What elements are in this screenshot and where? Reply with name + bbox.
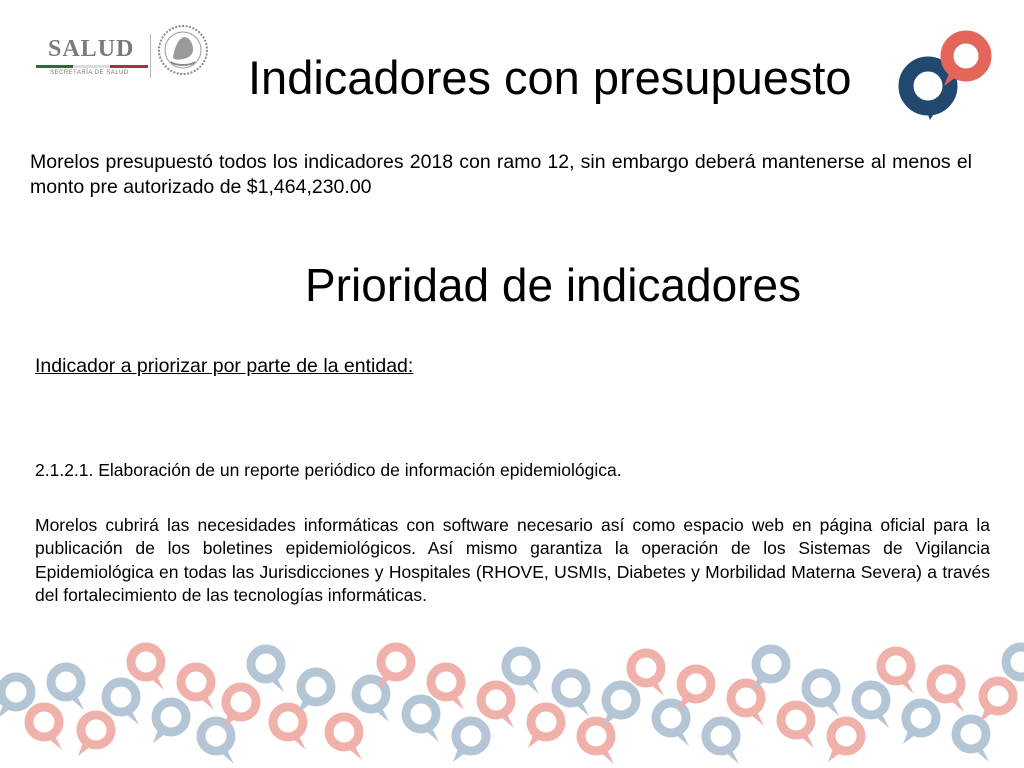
bubble-pattern-icon	[920, 660, 976, 716]
coat-of-arms-seal-icon	[156, 22, 210, 78]
priority-indicator-label: Indicador a priorizar por parte de la entidad:	[35, 355, 414, 377]
bubble-pattern-icon	[240, 640, 296, 696]
bubble-pattern-icon	[745, 640, 801, 696]
speech-bubble-circles-logo-icon	[896, 28, 996, 124]
salud-logo-subtitle: SECRETARÍA DE SALUD	[50, 70, 129, 76]
section-heading: Prioridad de indicadores	[305, 259, 802, 311]
indicator-item: 2.1.2.1. Elaboración de un reporte periódico de información epidemiológica.	[35, 460, 622, 480]
logo-divider	[150, 34, 151, 78]
bubble-pattern-icon	[995, 638, 1024, 694]
bubble-pattern-icon	[620, 644, 676, 700]
decorative-bubble-pattern	[0, 628, 1024, 768]
salud-logo	[28, 22, 218, 82]
bubble-pattern-icon	[870, 642, 926, 698]
bubble-pattern-icon	[370, 638, 426, 694]
bubble-pattern-icon	[420, 658, 476, 714]
bubble-pattern-icon	[670, 660, 726, 716]
flag-stripe	[36, 65, 148, 68]
budget-paragraph: Morelos presupuestó todos los indicadores 2018 con ramo 12, sin embargo deberá mantenerse al menos el monto pre autorizado de $1,464,230.00	[30, 151, 972, 199]
bubble-pattern-icon	[120, 638, 176, 694]
page-title: Indicadores con presupuesto	[248, 51, 852, 104]
salud-logo-word: SALUD	[48, 36, 135, 62]
bubble-pattern-icon	[495, 642, 551, 698]
body-paragraph: Morelos cubrirá las necesidades informáticas con software necesario así como espacio web en página oficial para la publicación de los boletines epidemiológicos. Así mismo garantiza la operación de los Sistemas de Vigilancia Epidemiológica en todas las Jurisdicciones y Hospitales (RHOVE, USMIs, Diabetes y Morbilidad Materna Severa) a través del fortalecimiento de las tecnologías informáticas.	[35, 515, 990, 606]
